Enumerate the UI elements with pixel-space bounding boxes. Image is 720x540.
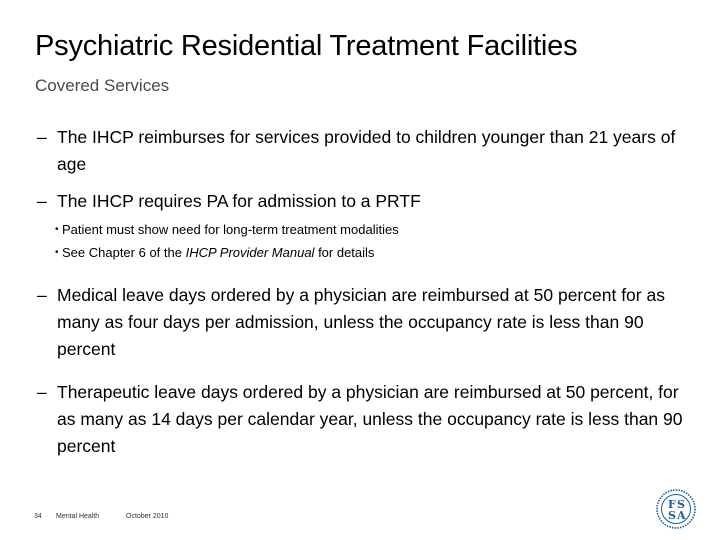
sub-bullet-item (37, 244, 697, 262)
footer-date: October 2010 (126, 513, 169, 520)
footer-section: Mental Health (56, 513, 100, 520)
bullet-item (37, 188, 697, 215)
bullet-text: The IHCP reimburses for services provided to children younger than 21 years of age (57, 127, 676, 174)
page-subtitle: Covered Services (35, 76, 170, 95)
sub-bullet-text-pre: See Chapter 6 of the (62, 245, 186, 260)
bullet-list (37, 124, 697, 470)
bullet-item (37, 379, 697, 460)
bullet-text: Medical leave days ordered by a physician are reimbursed at 50 percent for as many as four days per admission, unless the occupancy rate is less than 90 percent (57, 285, 665, 359)
dash-marker: – (37, 285, 47, 305)
logo-letter-f: F (668, 498, 676, 511)
dash-marker: – (37, 127, 47, 147)
fssa-seal-logo (655, 488, 697, 530)
manual-title: IHCP Provider Manual (185, 245, 315, 260)
sub-bullet-text-post: for details (314, 245, 375, 260)
sub-bullet-text: Patient must show need for long-term treatment modalities (62, 222, 399, 237)
bullet-item (37, 124, 697, 178)
logo-letter-a: A (677, 509, 686, 522)
bullet-item (37, 282, 697, 363)
bullet-text: Therapeutic leave days ordered by a physician are reimbursed at 50 percent, for as many as 14 days per calendar year, unless the occupancy rate is less than 90 percent (57, 382, 683, 456)
dot-marker: • (55, 247, 59, 258)
page-title: Psychiatric Residential Treatment Facilities (35, 30, 578, 62)
dash-marker: – (37, 382, 47, 402)
logo-letter-s2: S (668, 509, 676, 522)
dot-marker: • (55, 224, 59, 235)
dash-marker: – (37, 191, 47, 211)
sub-bullet-item (37, 221, 697, 239)
footer-page-number: 34 (34, 513, 42, 520)
logo-letter-s1: S (677, 498, 685, 511)
bullet-text: The IHCP requires PA for admission to a PRTF (57, 191, 421, 211)
